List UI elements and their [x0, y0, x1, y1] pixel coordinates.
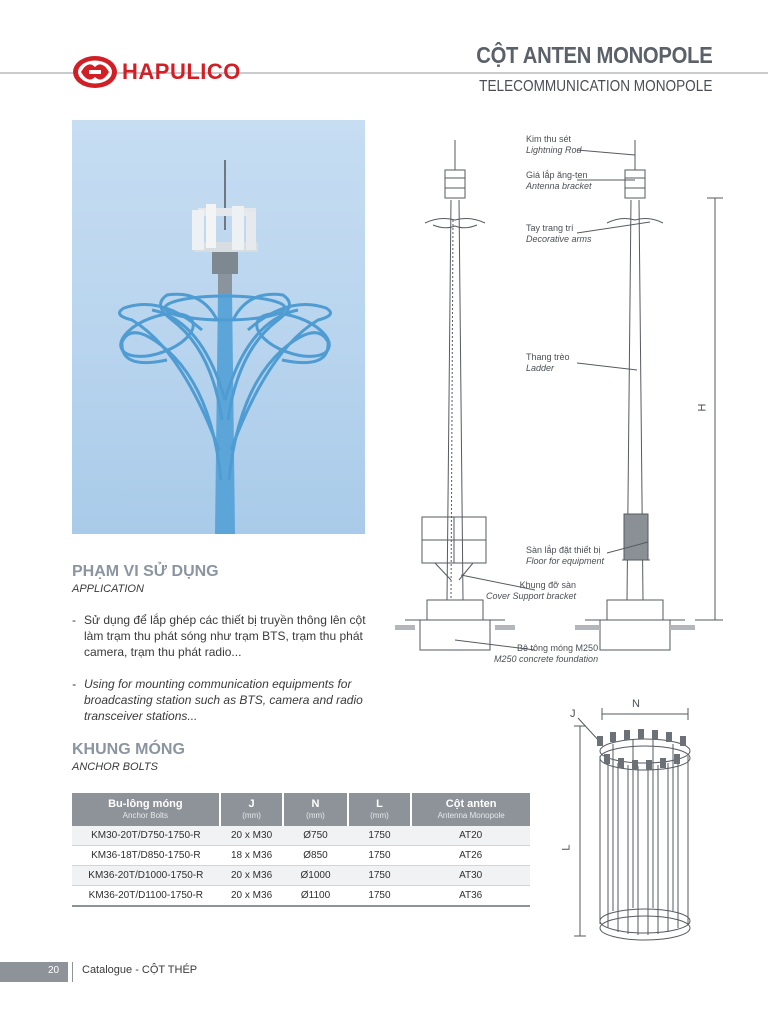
page-title: CỘT ANTEN MONOPOLE — [475, 42, 712, 68]
cell: Ø750 — [283, 826, 347, 846]
cell: KM36-20T/D1100-1750-R — [72, 886, 220, 907]
page-subtitle: TELECOMMUNICATION MONOPOLE — [478, 78, 712, 95]
hapulico-logo-icon — [72, 55, 118, 89]
bullet-dash: - — [72, 677, 76, 691]
application-heading: PHẠM VI SỬ DỤNG — [72, 563, 219, 580]
brand-logo — [72, 55, 241, 89]
table-row — [72, 826, 530, 846]
application-bullet-vi — [72, 612, 372, 660]
col-header-n: N (mm) — [283, 793, 347, 826]
anchor-bolt-cage-drawing — [560, 696, 760, 946]
cell: 20 x M36 — [220, 886, 284, 907]
col-header-antenna-monopole: Cột anten Antenna Monopole — [411, 793, 530, 826]
cell: Ø1100 — [283, 886, 347, 907]
monopole-photo — [72, 120, 365, 534]
application-subheading: APPLICATION — [72, 583, 144, 595]
label-antenna-bracket: Giá lắp ăng-ten Antenna bracket — [526, 170, 592, 191]
table-row — [72, 846, 530, 866]
cell: AT20 — [411, 826, 530, 846]
brand-name: HAPULICO — [122, 59, 241, 84]
footer-catalogue-title: Catalogue - CỘT THÉP — [82, 964, 198, 976]
bullet-dash: - — [72, 613, 76, 627]
cell: 1750 — [348, 866, 412, 886]
anchor-heading: KHUNG MÓNG — [72, 741, 185, 758]
cell: KM36-20T/D1000-1750-R — [72, 866, 220, 886]
application-text-en: Using for mounting communication equipments for broadcasting station such as BTS, camera and radio transceiver stations... — [84, 677, 363, 723]
dimension-n: N — [632, 698, 640, 710]
cell: 1750 — [348, 826, 412, 846]
page-number: 20 — [48, 965, 60, 976]
anchor-subheading: ANCHOR BOLTS — [72, 761, 158, 773]
cell: 20 x M36 — [220, 866, 284, 886]
application-text-vi: Sử dụng để lắp ghép các thiết bị truyền thông lên cột làm trạm thu phát sóng như trạm BTS, trạm thu phát camera, trạm thu phát radio... — [84, 613, 366, 659]
cell: 1750 — [348, 846, 412, 866]
application-bullet-en — [72, 676, 372, 724]
cell: Ø850 — [283, 846, 347, 866]
label-ladder: Thang trèo Ladder — [526, 352, 570, 373]
cell: Ø1000 — [283, 866, 347, 886]
cell: AT26 — [411, 846, 530, 866]
label-cover-support-bracket: Khung đỡ sàn Cover Support bracket — [486, 580, 577, 601]
cell: AT30 — [411, 866, 530, 886]
label-lightning-rod: Kim thu sét Lightning Rod — [526, 134, 582, 155]
table-header-row — [72, 793, 530, 826]
cell: AT36 — [411, 886, 530, 907]
anchor-bolt-table — [72, 793, 530, 907]
footer-divider — [72, 962, 73, 982]
col-header-anchor-bolts: Bu-lông móng Anchor Bolts — [72, 793, 220, 826]
label-floor-for-equipment: Sàn lắp đặt thiết bị Floor for equipment — [526, 545, 605, 566]
dimension-h: H — [696, 403, 709, 412]
col-header-l: L (mm) — [348, 793, 412, 826]
cell: KM30-20T/D750-1750-R — [72, 826, 220, 846]
dimension-l: L — [560, 844, 573, 851]
cell: 20 x M30 — [220, 826, 284, 846]
dimension-j: J — [570, 708, 576, 720]
cell: 1750 — [348, 886, 412, 907]
cell: KM36-18T/D850-1750-R — [72, 846, 220, 866]
label-decorative-arms: Tay trang trí Decorative arms — [526, 223, 592, 244]
cell: 18 x M36 — [220, 846, 284, 866]
col-header-j: J (mm) — [220, 793, 284, 826]
table-row — [72, 866, 530, 886]
label-concrete-foundation: Bê tông móng M250 M250 concrete foundation — [494, 643, 599, 664]
table-row — [72, 886, 530, 907]
